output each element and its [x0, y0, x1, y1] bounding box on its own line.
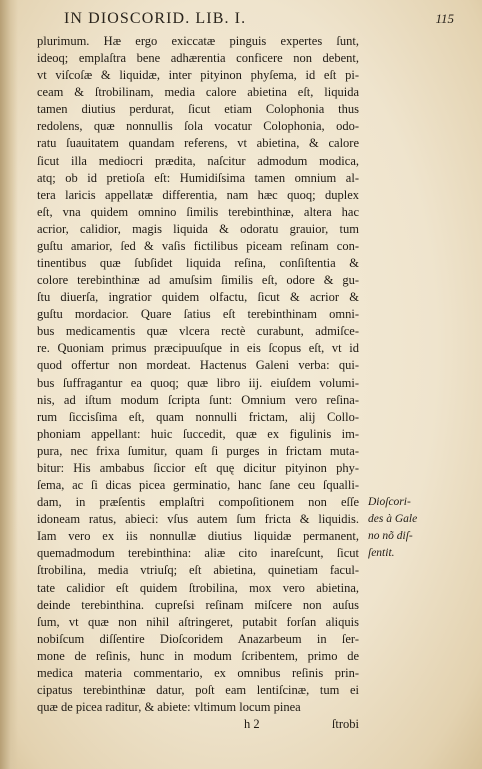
signature-mark: h 2 — [244, 717, 260, 732]
text-line: acrior, calidior, magis liquida & odoratu grauior, tum — [37, 221, 359, 236]
text-line: vt viſcoſæ & liquidæ, inter pityinon phyſema, id eſt pi- — [37, 68, 359, 83]
catchword: ſtrobi — [331, 717, 359, 732]
text-line: quæ de picea raditur, & abiete: vltimum locum pinea — [37, 700, 301, 715]
text-line: tera laricis appellatæ differentia, nam hæc quoq; duplex — [37, 187, 359, 202]
text-line: ſum, vt quæ non nihil aſtringeret, putabit forſan aliquis — [37, 614, 359, 629]
text-line: eſt, vna quidem omnino ſimilis terebinthinæ, altera hac — [37, 204, 359, 219]
marginal-note-line: ſentit. — [368, 547, 395, 559]
page-header — [64, 8, 454, 30]
text-line: colore terebinthinæ ad amuſsim ſimilis eſt, odore & gu- — [37, 273, 359, 288]
text-line: ratu ſuauitatem quandam referens, vt abietina, & calore — [37, 136, 359, 151]
page-gutter-shadow — [0, 0, 18, 769]
text-line: nobiſcum diſſentire Dioſcoridem Anazarbeum in ſer- — [37, 631, 359, 646]
text-line: rum ſiccisſima eſt, quam nonnulli frictam, alij Collo- — [37, 409, 359, 424]
text-line: ſtrobilina, media vtriuſq; eſt abietina, quinetiam facul- — [37, 563, 359, 578]
marginal-note-line: des à Gale — [368, 513, 418, 525]
text-line: quod offertur non mordeat. Hactenus Galeni verba: qui- — [37, 358, 359, 373]
text-line: bus medicamentis quæ vlcera rectè curabunt, admiſce- — [37, 324, 359, 339]
text-line: bus ſuffragantur ea quoq; quæ libro iij. eiuſdem volumi- — [37, 375, 359, 390]
text-line: tate calidior eſt quidem ſtrobilina, mox vero abietina, — [37, 580, 359, 595]
marginal-note — [368, 494, 458, 562]
text-line: redolens, quæ nonnullis ſola vocatur Colophonia, odo- — [37, 119, 359, 134]
text-line: deinde terebinthina. cupreſsi reſinam miſcere non auſus — [37, 597, 359, 612]
text-line: ſema, ac ſi dicas picea germinatio, hanc ſane ceu ſqualli- — [37, 478, 359, 493]
text-line: ceam & ſtrobilinam, media calore abietina eſt, liquida — [37, 85, 359, 100]
text-line: nis, ad iſtum modum ſcripta ſunt: Omnium vero reſina- — [37, 392, 359, 407]
body-text — [37, 33, 359, 733]
text-line: guſtu amarior, ſed & vaſis fictilibus piceam reſinam con- — [37, 238, 359, 253]
text-line: ideoq; emplaſtra bene adhærentia conficere non debent, — [37, 51, 359, 66]
text-line: quemadmodum terebinthina: aliæ cito inareſcunt, ſicut — [37, 546, 359, 561]
text-line: tinentibus quæ ſubſidet liquida reſina, conſiſtentia & — [37, 256, 359, 271]
text-line: plurimum. Hæ ergo exiccatæ pinguis expertes ſunt, — [37, 34, 359, 48]
running-title: IN DIOSCORID. LIB. I. — [64, 10, 247, 27]
text-line: atq; ob id pretioſa eſt: Humidiſsima tamen omnium al- — [37, 170, 359, 185]
text-line: tamen diutius perdurat, ſicut etiam Colophonia thus — [37, 102, 359, 117]
text-line: ſtu diuerſa, ingratior quidem olfactu, ſicut & acrior & — [37, 290, 359, 305]
text-line: mone de reſinis, hunc in modum ſcribentem, primo de — [37, 648, 359, 663]
text-line: guſtu mordacior. Quare ſatius eſt terebinthinam omni- — [37, 307, 359, 322]
text-line: idoneam ratus, abieci: vſus autem ſum fricta & liquidis. — [37, 512, 359, 527]
catchword-line — [37, 716, 359, 733]
text-line: pura, nec frixa ſumitur, quam ſi purges in frictam muta- — [37, 443, 359, 458]
text-line: dam, in præſentis emplaſtri compoſitionem non eſſe — [37, 495, 359, 510]
text-line: phoniam appellant: huic ſuccedit, quæ ex figulinis im- — [37, 426, 359, 441]
text-line: medica materia commentario, ex omnibus reſinis prin- — [37, 665, 359, 680]
text-line: bitur: His ambabus ſiccior eſt quę dicitur pityinon phy- — [37, 460, 359, 475]
text-line: cipatus terebinthinæ datur, poſt eam lentiſcinæ, tum ei — [37, 682, 359, 697]
marginal-note-line: no nõ diſ- — [368, 530, 413, 542]
marginal-note-line: Dioſcori- — [368, 496, 411, 508]
text-line: ſicut illa mediocri prædita, naſcitur admodum modica, — [37, 153, 359, 168]
text-line: re. Quoniam primus præcipuuſque in eis ſcopus eſt, vt id — [37, 341, 359, 356]
page-number: 115 — [435, 11, 454, 26]
text-line: Iam vero ex iis nonnullæ diutius liquidæ permanent, — [37, 529, 359, 544]
